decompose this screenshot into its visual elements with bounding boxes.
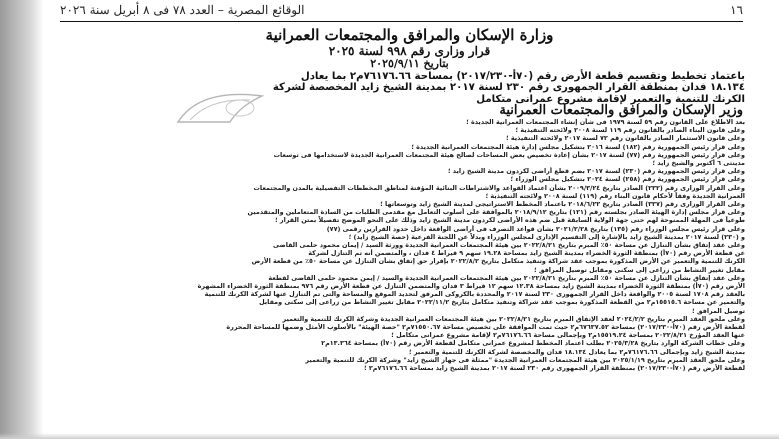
minister-title: وزير الإسكان والمرافق والمجتمعات العمرانية (499, 103, 743, 118)
decree-date: بتاريخ ٢٠٢٥/٩/١١ (370, 57, 449, 70)
binding-shadow (0, 0, 44, 439)
clause-line: طوعياً فى المهلة الممنوحة لهم حتى جهة الولاية السابقة قبل ضم هذه الأراضى لكردون مدينة الشيخ زايد وذلك على النحو الموضح تفصيلاً بمتن القرار ؛ (275, 216, 745, 225)
clause-line: وعلى قرار مجلس إدارة الهيئة الصادر بجلسته رقم (١٢١) بتاريخ ٢٠١٨/٩/١٢ بالموافقة على أسلوب التعامل مع مقدمى الطلبات من السادة المتعاملين والمتقدمين (247, 208, 745, 217)
clause-line: وعلى قرار رئيس الجمهورية رقم (٢٥٨) لسنة ٢٠٢٤ بتشكيل مجلس الوزراء ؛ (510, 175, 745, 184)
clause-line: عن قطعة الأرض رقم (٧٠أ) بمنطقة الثورة الخضراء بمدينة الشيخ زايد بمساحة ١٩.٢٨ سهم ٩ قيراط ٤ فدان ، والمتضمن أنه تم التنازل لشركة (308, 249, 745, 258)
clause-line: لقطعة الأرض رقم (٧٠أ-٢٠١٧/٢٣٠) بمساحة ٦٧٦٣٧.٥٢م٢ حيث تمت الموافقة على تخصيص مساحة ٧١٥٥٠.٦٧م٢ "حصة الهيئة" بالأسلوب الأمثل وضمها للمساحة المحررة (226, 323, 745, 332)
clause-line: العمرانية الجديدة وفقاً لأحكام قانون البناء رقم (١١٩) لسنة ٢٠٠٨ ولائحته التنفيذية ؛ (485, 191, 745, 200)
clause-line: وعلى قرار رئيس الجمهورية رقم (٢٣٠) لسنة ٢٠١٧ بضم قطع أراضى لكردون مدينة الشيخ زايد ؛ (448, 167, 745, 176)
resolution-line: الكرنك للتنمية والتعمير لإقامة مشروع عمرانى متكامل (476, 93, 745, 105)
clause-line: وعلى قانون البناء الصادر بالقانون رقم ١١٩ لسنة ٢٠٠٨ ولائحته التنفيذية ؛ (515, 126, 745, 135)
page-header (60, 2, 743, 18)
clause-line: والتعمير عن مساحة ١٥٥١٥.٦م٢ من القطعة المذكورة بموجب عقد شراكة وتنفيذ متكامل بتاريخ ٢٠٢٢/١١/٢ مقابل تغيير النشاط من زراعى إلى سكنى ومقابل (259, 298, 745, 307)
header-divider (60, 21, 743, 22)
clause-line: بعد الاطلاع على القانون رقم ٥٩ لسنة ١٩٧٩ فى شأن إنشاء المجتمعات العمرانية الجديدة ؛ (466, 118, 745, 126)
page-number: ١٦ (730, 3, 743, 17)
clause-line: وعلى عقد إتفاق بشأن التنازل عن مساحة ٥٠٪ المبرم بتاريخ ٢٠٢٢/٨/٢١ بين هيئة المجتمعات العمرانية الجديدة وورثة السيد / إيمان محمود حلمى القاضى (273, 241, 745, 250)
clause-line: وعلى قرار رئيس الجمهورية رقم (٧٧) لسنة ٢٠١٧ بشأن إعادة تخصيص بعض المساحات لصالح هيئة المجتمعات العمرانية الجديدة لاستخدامها فى توسعات (273, 150, 745, 159)
clause-line: و (٢٣٠) لسنة ٢٠١٧ بمدينة الشيخ زايد بالإشارة إلى التقسيم الإدارى لمجلس الوزراء وبدلاً عن اللجنة الفرعية (حصة الشيخ زايد) ؛ (348, 232, 745, 241)
resolution-line: ١٨.١٣٤ فدان بمنطقة القرار الجمهورى رقم ٢٣٠ لسنة ٢٠١٧ بمدينة الشيخ زايد المخصصة لشركة (272, 82, 745, 94)
clause-line: وعلى القرار الوزارى رقم (٣٣٧) الصادر بتاريخ ٢٠١٨/٦/٢٢ باعتماد المخطط الاستراتيجى لمدينة الشيخ زايد وتوسعاتها ؛ (380, 200, 745, 209)
clause-line: وعلى قرار رئيس الجمهورية رقم (١٨٢) لسنة ٢٠١٦ بتشكيل مجلس إدارة هيئة المجتمعات العمرانية الجديدة ؛ (411, 142, 745, 151)
clause-line: وعلى ملحق العقد المبرم بتاريخ ٢٠٢٤/٢/٢ لعقد الإتفاق المبرم بتاريخ ٢٠٢٢/٨/٢١ بين هيئة المجتمعات العمرانية الجديدة وشركة الكرنك للتنمية والتعمير (282, 314, 745, 323)
gazette-info: الوقائع المصرية – العدد ٧٨ فى ٨ أبريل سنة ٢٠٢٦ (60, 3, 305, 17)
clause-line: وعلى القرار الوزارى رقم (٢٣٢) الصادر بتاريخ ٢٠٠٩/٣/٢٤ بشأن اعتماد القواعد والاشتراطات البنائية المؤقتة لمناطق المخططات التفصيلية بالمدن والمجتمعات (253, 183, 745, 192)
clause-line: وعلى خطاب الشركة الوارد بتاريخ ٢٠٢٥/٣/٢٨ بطلب اعتماد المخطط لمشروع عمرانى متكامل لقطعة الأرض رقم (٧٠أ) بمساحة ١٣.٣٦٤م٢ (321, 339, 745, 348)
decree-number: قرار وزارى رقم ٩٩٨ لسنة ٢٠٢٥ (328, 44, 491, 58)
clause-line: مدينتى ٦ أكتوبر والشيخ زايد ؛ (652, 159, 745, 168)
clause-line: بمدينة الشيخ زايد وبإجمالى ٧٦١٧٦.٦٦م٢ بما يعادل ١٨.١٣٤ فدان والمخصصة لشركة الكرنك للتنمية والتعمير ؛ (409, 347, 745, 356)
clause-line: بالعقد رقم ١٧٠٨ لسنة ٢٠٠٥ والواقعة داخل القرار الجمهورى ٢٣٠ لسنة ٢٠١٧ والمحددة بالكروكى المرفق لتحديد الموقع والمساحة والتى تم التنازل عنها لشركة الكرنك للتنمية (204, 290, 745, 299)
scan-edge (0, 433, 779, 439)
clause-line: مقابل تغيير النشاط من زراعى إلى سكنى ومقابل توصيل المرافق ؛ (534, 265, 745, 274)
resolution-line: باعتماد تخطيط وتقسيم قطعة الأرض رقم (٧٠أ-٢٠١٧/٢٣٠) بمساحة ٧٦١٧٦.٦٦م٢ بما يعادل (300, 71, 745, 82)
clause-line: الأرض رقم (٧٠أ) بمنطقة الثورة الخضراء بمدينة الشيخ زايد بمساحة ١٢.٣٨ سهم ١٢ قيراط ٣ فدان والمتضمن التنازل عن قطعة الأرض رقم ٩٧٦ بمنطقة الثورة الخضراء المشهرة (197, 282, 745, 291)
preamble-clauses (52, 118, 745, 439)
clause-line: وعلى قانون الاستثمار الصادر بالقانون رقم ٧٢ لسنة ٢٠١٧ ولائحته التنفيذية ؛ (506, 134, 745, 143)
ministry-title: وزارة الإسكان والمرافق والمجتمعات العمرانية (265, 26, 554, 44)
clause-line: وعلى قرار رئيس مجلس الوزراء رقم (١٣٥) بتاريخ ٢٠٢١/٢/٢٨ بشأن قواعد التصرف فى أراضى الواقعة داخل حدود القرارين رقمى (٧٧) (326, 224, 745, 233)
clause-line: وعلى ملحق العقد المبرم بتاريخ ٢٠٢٥/١/١٩ بين هيئة المجتمعات العمرانية الجديدة "ممثلة فى جهاز الشيخ زايد" وشركة الكرنك للتنمية والتعمير (305, 355, 745, 364)
clause-line: الكرنك للتنمية والتعمير عن الأرض المذكورة بموجب عقد شراكة وتنفيذ متكامل بتاريخ ٢٠٢٢/٨/٢ بإقرار حق إتفاق بشأن التنازل عن مساحة ٥٠٪ من قطعة الأرض (251, 257, 745, 266)
clause-line: عنها العقد المؤرخ ٢٠٢٢/٨/٢١ بمساحة ١٥٥١٩.٢٤م٢ وبإجمالى مساحة ٧٦١٧٦.٦٦م٢ لإقامة مشروع عمرانى متكامل ؛ (391, 331, 745, 340)
clause-line: توصيل المرافق ؛ (692, 306, 745, 315)
clause-line: لقطعة الأرض رقم (٧٠أ-٢٠١٧/٢٣٠) بمنطقة القرار الجمهورى رقم ٢٣٠ لسنة ٢٠١٧ بمدينة الشيخ زايد بمساحة ٧٦١٧٦.٦٦م٢ ؛ (364, 364, 745, 373)
clause-line: وعلى عقد إتفاق بشأن التنازل عن مساحة ٥٠٪ المبرم بتاريخ ٢٠٢٢/٨/٢١ بين هيئة المجتمعات العمرانية الجديدة والسيد / إيمن محمود حلمى القاضى لقطعة (268, 273, 745, 282)
